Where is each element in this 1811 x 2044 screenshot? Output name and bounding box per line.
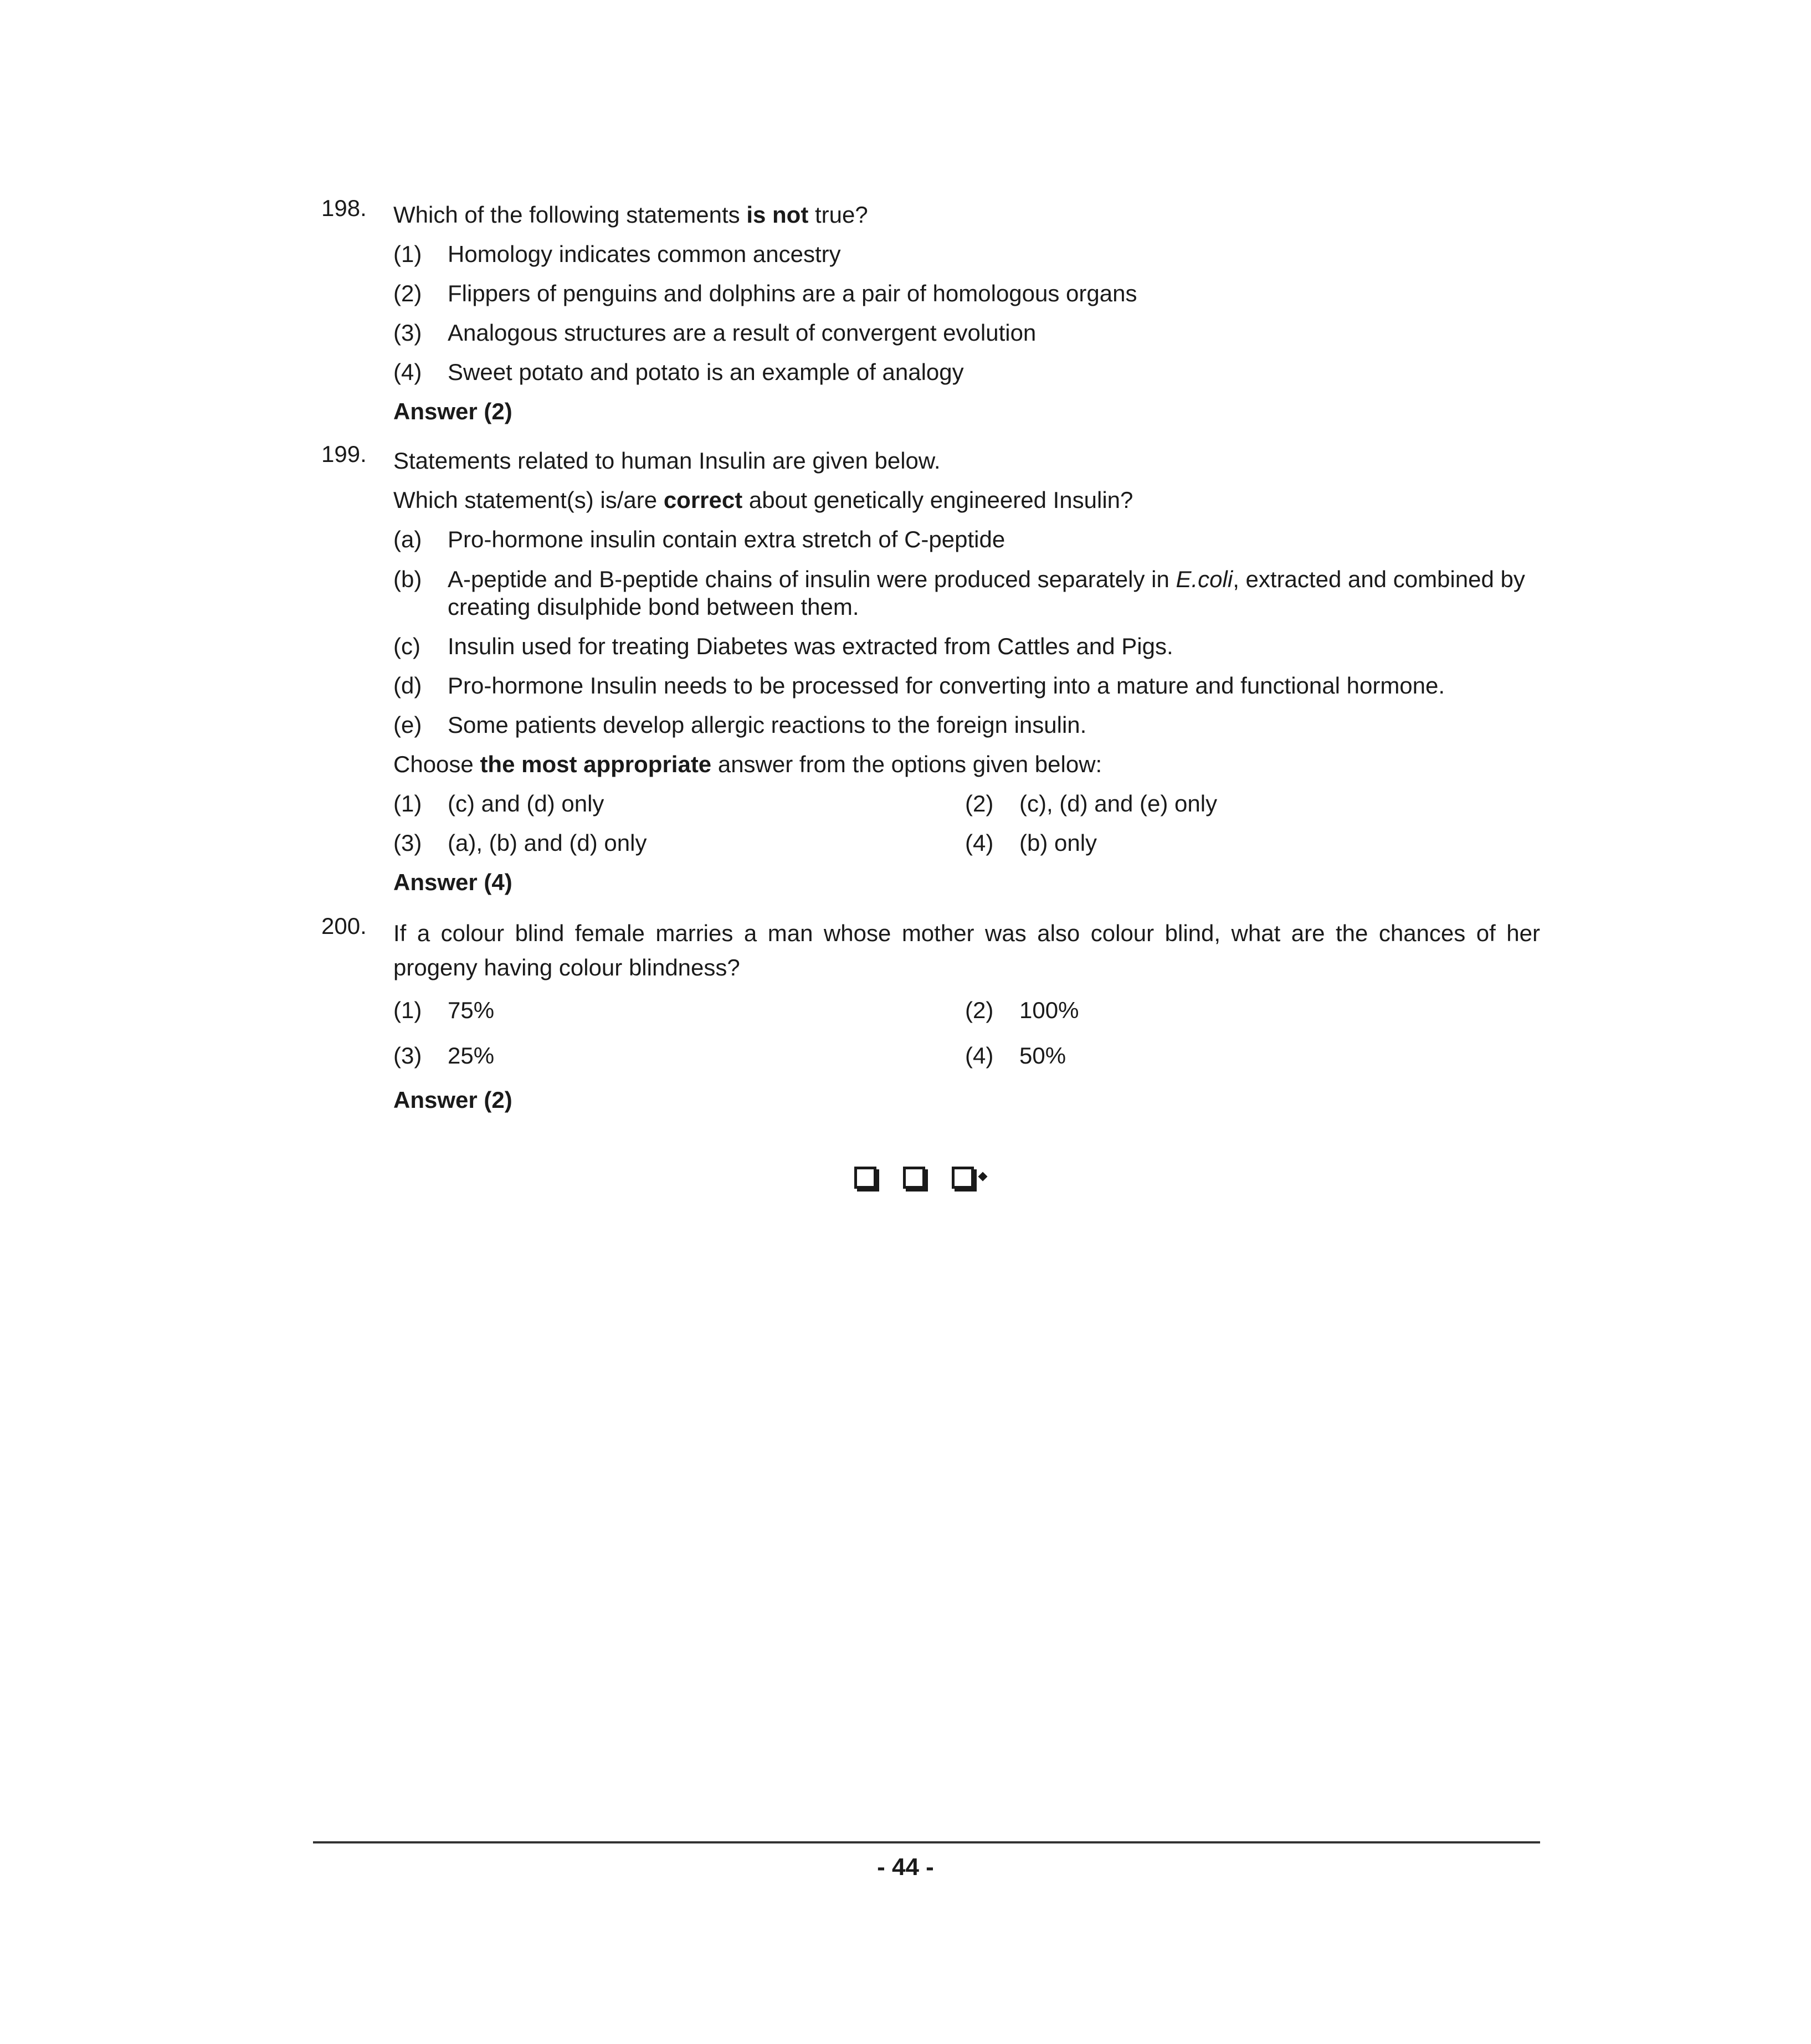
statement-c: (c) Insulin used for treating Diabetes was extracted from Cattles and Pigs. [393,633,1173,659]
end-marker-symbols [854,1162,986,1190]
question-stem: Which of the following statements is not true? [393,202,868,228]
question-instruction: Which statement(s) is/are correct about genetically engineered Insulin? [393,487,1133,513]
choose-instruction: Choose the most appropriate answer from the options given below: [393,751,1102,777]
question-number: 200. [321,913,367,939]
option-1: (1) Homology indicates common ancestry [393,241,841,267]
footer-divider [313,1841,1540,1843]
statement-e: (e) Some patients develop allergic reactions to the foreign insulin. [393,712,1087,738]
question-body [393,444,1540,899]
square-icon [903,1167,925,1189]
option-2: (2) Flippers of penguins and dolphins are a pair of homologous organs [393,280,1137,306]
question-body [393,198,1540,428]
options-row-2: (3) (a), (b) and (d) only (4) (b) only [393,830,1097,856]
options-row-2: (3) 25% (4) 50% [393,1042,1066,1069]
question-stem: If a colour blind female marries a man whose mother was also colour blind, what are the chances of her progeny having colour blindness? [393,920,1540,980]
square-icon [952,1167,974,1189]
statement-b: (b) A-peptide and B-peptide chains of insulin were produced separately in E.coli, extracted and combined by creating disulphide bond between them. [393,566,1525,620]
statement-a: (a) Pro-hormone insulin contain extra stretch of C-peptide [393,526,1005,552]
option-3: (3) Analogous structures are a result of convergent evolution [393,320,1037,346]
options-row-1: (1) 75% (2) 100% [393,997,1079,1023]
answer-label: Answer (4) [393,869,512,895]
question-stem: Statements related to human Insulin are given below. [393,448,941,474]
answer-label: Answer (2) [393,398,512,424]
question-number: 198. [321,195,367,221]
square-icon [854,1167,876,1189]
option-4: (4) Sweet potato and potato is an example of analogy [393,359,964,385]
diamond-icon [978,1172,988,1182]
page-number: - 44 - [877,1853,934,1881]
question-body [393,916,1540,1117]
statement-d: (d) Pro-hormone Insulin needs to be processed for converting into a mature and functional hormone. [393,672,1445,699]
answer-label: Answer (2) [393,1087,512,1113]
options-row-1: (1) (c) and (d) only (2) (c), (d) and (e) only [393,790,1218,816]
question-number: 199. [321,441,367,467]
